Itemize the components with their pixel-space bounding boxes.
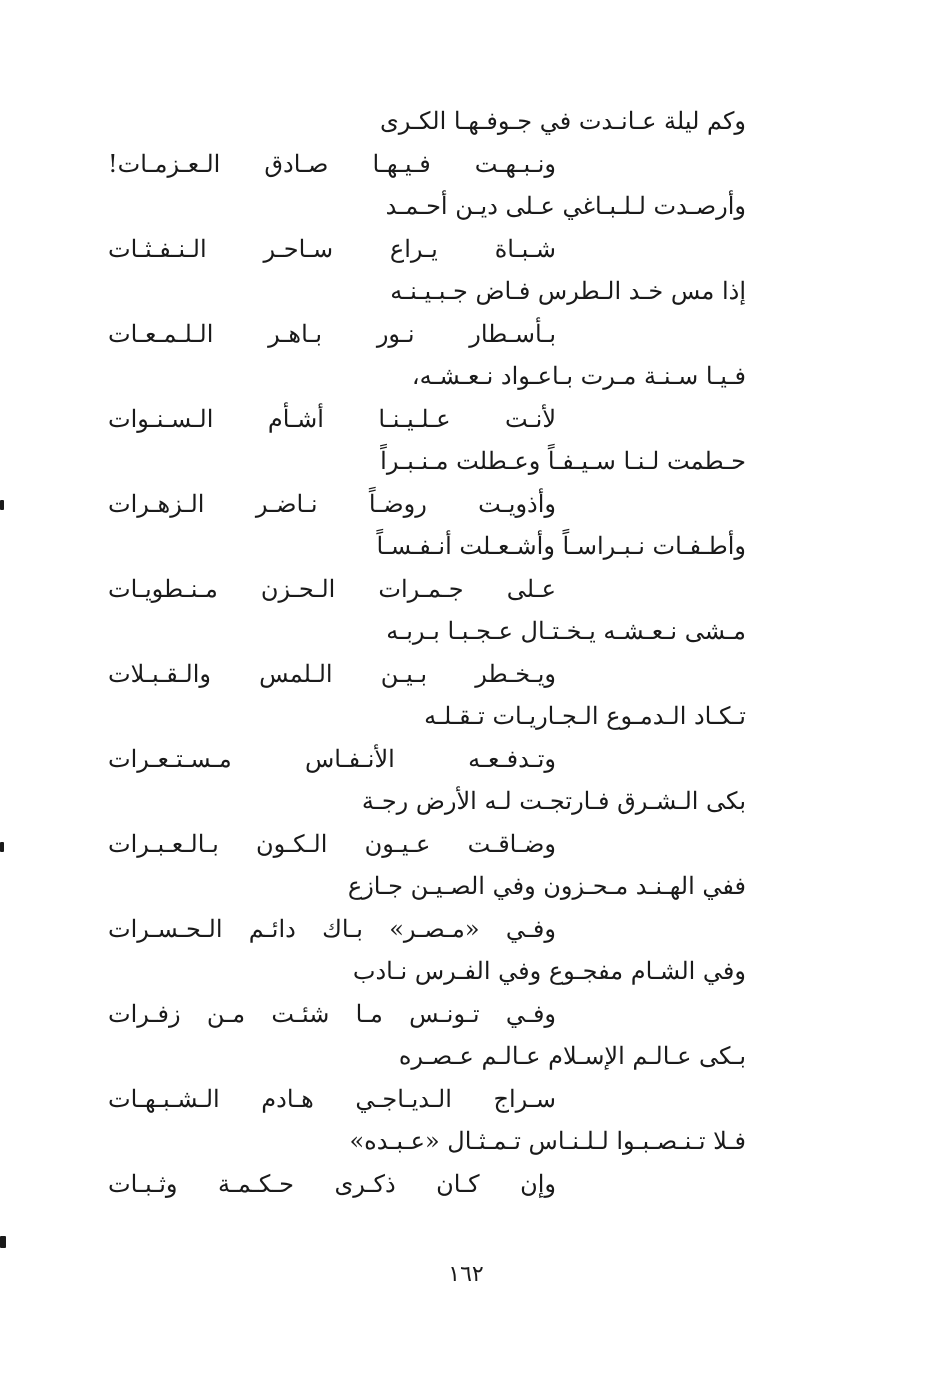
poem xyxy=(108,100,760,1205)
couplet xyxy=(108,440,760,525)
page-number: ١٦٢ xyxy=(448,1262,484,1287)
couplet xyxy=(108,100,760,185)
hemistich-second: وأذويـت روضـاً نـاضـر الـزهـرات xyxy=(108,489,556,518)
scan-edge-mark xyxy=(0,500,4,510)
couplet xyxy=(108,1120,760,1205)
hemistich-first: فـيـا سـنـة مـرت بـاعـواد نـعـشـه، xyxy=(411,362,746,390)
couplet xyxy=(108,695,760,780)
hemistich-first: تـكـاد الـدمـوع الـجـاريـات تـقـلـه xyxy=(424,702,746,730)
hemistich-second: ونـبـهـت فـيـهـا صـادق الـعـزمـات! xyxy=(108,149,556,178)
hemistich-second: عـلى جـمـرات الـحـزن مـنـطويـات xyxy=(108,574,556,603)
hemistich-first: وكم ليلة عـانـدت في جـوفـهـا الكـرى xyxy=(379,107,746,135)
couplet xyxy=(108,270,760,355)
couplet xyxy=(108,780,760,865)
hemistich-first: بكى الـشـرق فـارتجـت لـه الأرض رجـة xyxy=(361,787,746,815)
hemistich-second: ويـخـطر بـيـن الـلمس والـقـبـلات xyxy=(108,659,556,688)
hemistich-first: ففي الهـنـد مـحـزون وفي الصـيـن جـازع xyxy=(347,872,746,900)
hemistich-first: بـكى عـالـم الإسـلام عـالـم عـصـره xyxy=(398,1042,746,1070)
hemistich-second: لأنـت عـلـيـنـا أشـأم الـسـنـوات xyxy=(108,404,556,433)
scan-edge-mark xyxy=(0,842,4,852)
hemistich-first: حـطمت لـنـا سـيـفـاً وعـطلت مـنـبـراً xyxy=(380,447,746,475)
hemistich-first: مـشى نـعـشـه يـخـتـال عـجـبـا بـربـه xyxy=(386,617,746,645)
hemistich-second: وتـدفـعـه الأنـفـاس مـسـتـعـرات xyxy=(108,744,556,773)
hemistich-second: وضـاقـت عـيـون الـكـون بـالـعـبـرات xyxy=(108,829,556,858)
hemistich-first: فـلا تـنـصـبـوا لـلـنـاس تـمـثـال «عـبـده» xyxy=(349,1127,746,1155)
hemistich-second: بـأسـطار نـور بـاهـر الـلـمـعـات xyxy=(108,319,556,348)
couplet xyxy=(108,1035,760,1120)
couplet xyxy=(108,865,760,950)
hemistich-first: وفي الشـام مفجـوع وفي الفـرس نـادب xyxy=(352,957,746,985)
hemistich-second: وإن كـان ذكـرى حـكـمـة وثـبـات xyxy=(108,1169,556,1198)
couplet xyxy=(108,525,760,610)
couplet xyxy=(108,950,760,1035)
hemistich-second: سـراج الـديـاجـي هـادم الـشـبـهـات xyxy=(108,1084,556,1113)
hemistich-second: شـبـاة يـراع سـاحـر الـنـفـثـات xyxy=(108,234,556,263)
hemistich-first: وأطـفـات نـبـراسـاً وأشـعـلت أنـفـسـاً xyxy=(376,532,746,560)
hemistich-first: إذا مس خـد الـطرس فـاض جـبـيـنـه xyxy=(390,277,746,305)
scan-edge-mark xyxy=(0,1236,6,1248)
hemistich-first: وأرصـدت لـلـبـاغي عـلى ديـن أحـمـد xyxy=(385,192,746,220)
couplet xyxy=(108,185,760,270)
hemistich-second: وفـي «مـصـر» بـاك دائـم الـحـسـرات xyxy=(108,914,556,943)
couplet xyxy=(108,610,760,695)
hemistich-second: وفـي تـونـس مـا شئـت مـن زفـرات xyxy=(108,999,556,1028)
couplet xyxy=(108,355,760,440)
